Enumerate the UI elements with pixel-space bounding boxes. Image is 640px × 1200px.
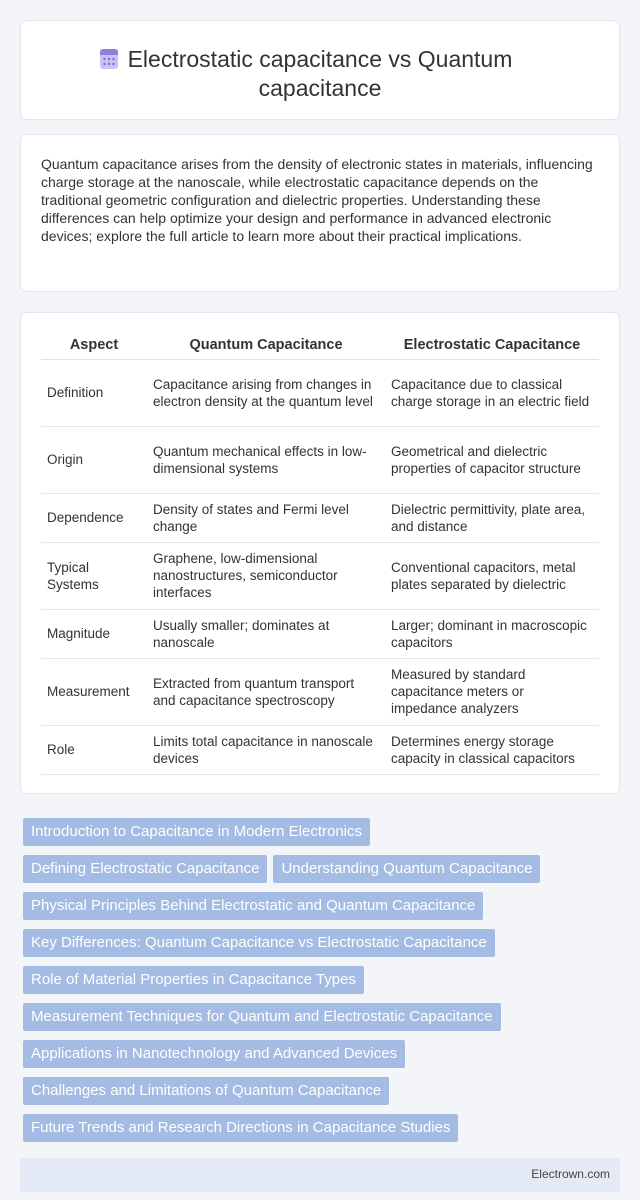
table-cell-quantum: Density of states and Fermi level change: [147, 493, 385, 542]
table-header-aspect: Aspect: [41, 333, 147, 359]
table-cell-aspect: Magnitude: [41, 609, 147, 658]
table-cell-aspect: Origin: [41, 426, 147, 493]
table-row: [41, 426, 599, 493]
table-cell-aspect: Typical Systems: [41, 542, 147, 609]
table-row: [41, 725, 599, 774]
table-cell-aspect: Dependence: [41, 493, 147, 542]
table-row: [41, 542, 599, 609]
table-cell-quantum: Graphene, low-dimensional nanostructures, semiconductor interfaces: [147, 542, 385, 609]
topic-links: [23, 818, 603, 1151]
table-cell-aspect: Measurement: [41, 658, 147, 725]
topic-link[interactable]: Role of Material Properties in Capacitance Types: [23, 966, 364, 994]
comparison-table-card: [20, 312, 620, 794]
topic-link[interactable]: Future Trends and Research Directions in Capacitance Studies: [23, 1114, 458, 1142]
summary-text: Quantum capacitance arises from the density of electronic states in materials, influencing charge storage at the nanoscale, while electrostatic capacitance depends on the traditional geometric configuration and dielectric properties. Understanding these differences can help optimize your design and performance in advanced electronic devices; explore the full article to learn more about their practical implications.: [41, 156, 593, 244]
topic-link[interactable]: Understanding Quantum Capacitance: [273, 855, 540, 883]
table-cell-quantum: Capacitance arising from changes in electron density at the quantum level: [147, 359, 385, 426]
page-title: [21, 45, 619, 103]
comparison-table: [41, 333, 599, 775]
table-row: [41, 493, 599, 542]
topic-link[interactable]: Physical Principles Behind Electrostatic and Quantum Capacitance: [23, 892, 483, 920]
topic-link[interactable]: Defining Electrostatic Capacitance: [23, 855, 267, 883]
table-cell-electrostatic: Larger; dominant in macroscopic capacitors: [385, 609, 599, 658]
title-card: [20, 20, 620, 120]
footer-site: Electrown.com: [531, 1167, 610, 1181]
table-header-electrostatic: Electrostatic Capacitance: [385, 333, 599, 359]
table-cell-quantum: Quantum mechanical effects in low-dimensional systems: [147, 426, 385, 493]
topic-link[interactable]: Challenges and Limitations of Quantum Capacitance: [23, 1077, 389, 1105]
topic-link[interactable]: Introduction to Capacitance in Modern Electronics: [23, 818, 370, 846]
page-title-text: Electrostatic capacitance vs Quantum capacitance: [127, 46, 513, 101]
footer: [20, 1158, 620, 1192]
table-row: [41, 609, 599, 658]
table-cell-quantum: Usually smaller; dominates at nanoscale: [147, 609, 385, 658]
topic-link[interactable]: Measurement Techniques for Quantum and Electrostatic Capacitance: [23, 1003, 501, 1031]
table-header-row: [41, 333, 599, 359]
table-header-quantum: Quantum Capacitance: [147, 333, 385, 359]
table-cell-electrostatic: Conventional capacitors, metal plates separated by dielectric: [385, 542, 599, 609]
topic-link[interactable]: Applications in Nanotechnology and Advanced Devices: [23, 1040, 405, 1068]
table-row: [41, 359, 599, 426]
table-cell-quantum: Extracted from quantum transport and capacitance spectroscopy: [147, 658, 385, 725]
table-cell-aspect: Role: [41, 725, 147, 774]
table-cell-electrostatic: Measured by standard capacitance meters or impedance analyzers: [385, 658, 599, 725]
table-cell-aspect: Definition: [41, 359, 147, 426]
summary-card: [20, 134, 620, 292]
table-cell-electrostatic: Capacitance due to classical charge storage in an electric field: [385, 359, 599, 426]
table-row: [41, 658, 599, 725]
table-cell-electrostatic: Geometrical and dielectric properties of capacitor structure: [385, 426, 599, 493]
topic-link[interactable]: Key Differences: Quantum Capacitance vs Electrostatic Capacitance: [23, 929, 495, 957]
table-cell-electrostatic: Determines energy storage capacity in classical capacitors: [385, 725, 599, 774]
table-cell-electrostatic: Dielectric permittivity, plate area, and distance: [385, 493, 599, 542]
table-cell-quantum: Limits total capacitance in nanoscale devices: [147, 725, 385, 774]
